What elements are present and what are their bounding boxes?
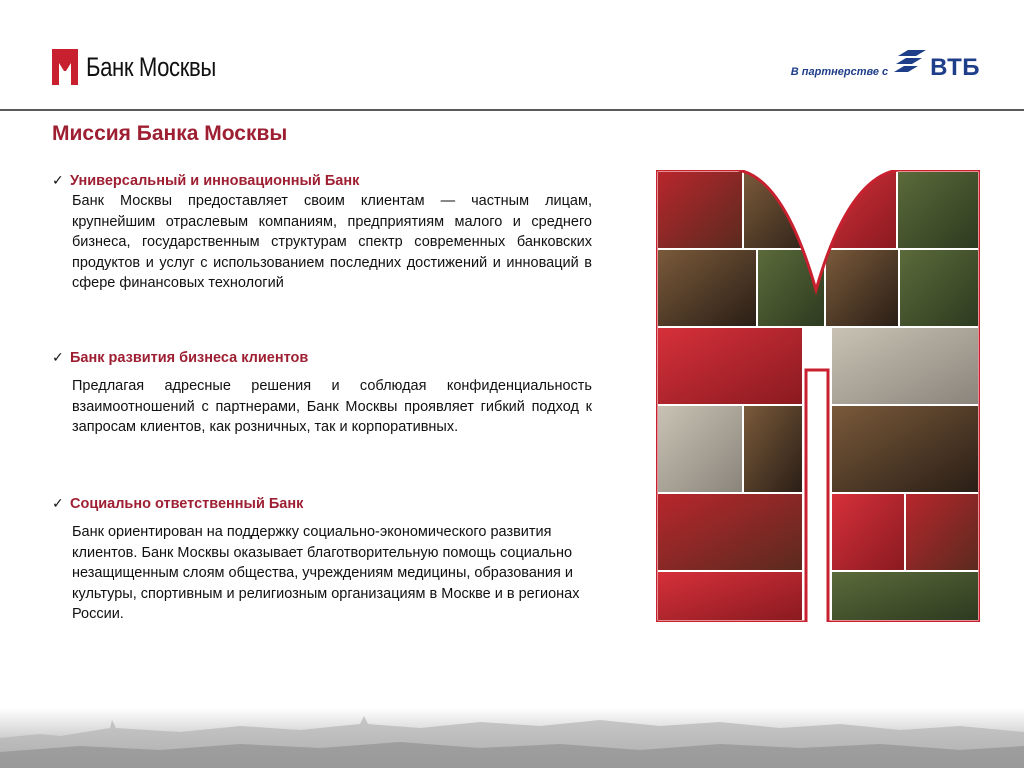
city-panorama <box>0 708 1024 768</box>
bank-logo <box>52 48 244 86</box>
section-business-development <box>52 350 592 438</box>
section-heading <box>52 350 592 366</box>
page-title: Миссия Банка Москвы <box>52 122 288 145</box>
section-body: Банк Москвы предоставляет своим клиентам — частным лицам, крупнейшим отраслевым компаниям, предприятиям малого и среднего бизнеса, государственным структурам спектр современных банковских продуктов и услуг с использованием последних достижений и инноваций в сфере финансовых технологий <box>72 193 592 291</box>
partner-block <box>791 44 980 82</box>
vtb-logo-text: ВТБ <box>930 54 980 81</box>
header-divider <box>0 109 1024 111</box>
section-body: Банк ориентирован на поддержку социально-экономического развития клиентов. Банк Москвы оказывает благотворительную помощь социально незащищенным слоям общества, учреждениям медицины, образования и культуры, спортивным и религиозным организациям в Москве и в регионах России. <box>72 524 580 622</box>
m-photo-collage <box>656 170 980 622</box>
bank-logo-m-icon <box>52 49 78 85</box>
section-heading-text: Социально ответственный Банк <box>70 496 304 512</box>
section-heading-text: Универсальный и инновационный Банк <box>70 173 360 189</box>
section-body: Предлагая адресные решения и соблюдая конфиденциальность взаимоотношений с партнерами, Банк Москвы проявляет гибкий подход к запросам клиентов, как розничных, так и корпоративных. <box>72 378 592 435</box>
check-icon: ✓ <box>52 173 64 189</box>
check-icon: ✓ <box>52 496 64 512</box>
section-heading-text: Банк развития бизнеса клиентов <box>70 350 309 366</box>
check-icon: ✓ <box>52 350 64 366</box>
section-social-responsibility <box>52 496 612 625</box>
section-universal-bank <box>52 173 592 294</box>
bank-logo-text: Банк Москвы <box>86 51 216 82</box>
partner-text: В партнерстве с <box>790 66 889 78</box>
section-heading <box>52 496 612 512</box>
vtb-logo-icon <box>894 48 928 78</box>
section-heading <box>52 173 592 189</box>
